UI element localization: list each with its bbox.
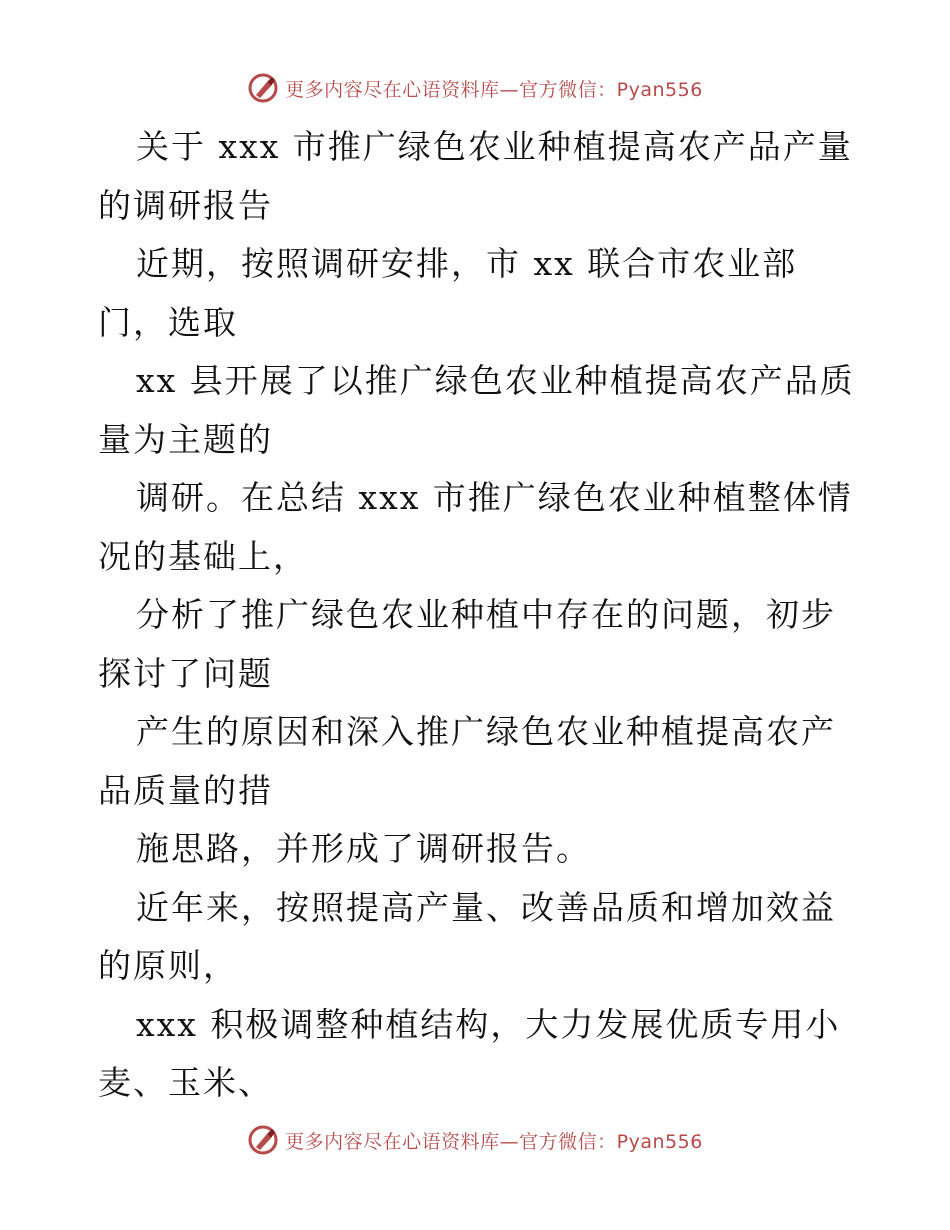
footer-watermark-text: 更多内容尽在心语资料库—官方微信：Pyan556 <box>285 1130 703 1153</box>
pen-nib-logo-icon <box>247 72 279 104</box>
paragraph: 调研。在总结 xxx 市推广绿色农业种植整体情况的基础上， <box>98 478 853 576</box>
header-watermark-banner <box>0 68 950 108</box>
paragraph: xx 县开展了以推广绿色农业种植提高农产品质量为主题的 <box>98 361 855 459</box>
pen-nib-logo-icon <box>247 1124 279 1156</box>
document-body <box>98 118 858 1113</box>
footer-watermark-banner <box>0 1120 950 1160</box>
paragraph: 近年来，按照提高产量、改善品质和增加效益的原则， <box>98 887 836 985</box>
paragraph: 近期，按照调研安排，市 xx 联合市农业部门，选取 <box>98 244 798 342</box>
paragraph-title: 关于 xxx 市推广绿色农业种植提高农产品产量的调研报告 <box>98 127 853 225</box>
paragraph: 分析了推广绿色农业种植中存在的问题，初步探讨了问题 <box>98 595 836 693</box>
paragraph: 施思路，并形成了调研报告。 <box>136 829 591 868</box>
paragraph: xxx 积极调整种植结构，大力发展优质专用小麦、玉米、 <box>98 1004 841 1102</box>
header-watermark-text: 更多内容尽在心语资料库—官方微信：Pyan556 <box>285 78 703 101</box>
paragraph: 产生的原因和深入推广绿色农业种植提高农产品质量的措 <box>98 712 836 810</box>
